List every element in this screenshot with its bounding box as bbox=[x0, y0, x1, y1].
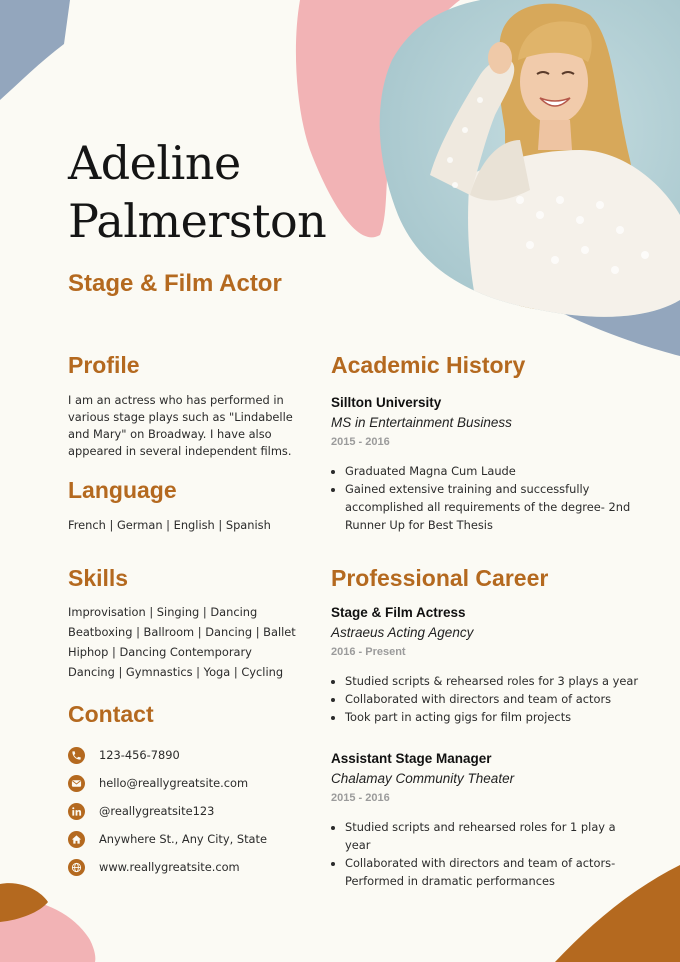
academic-institution: Sillton University bbox=[331, 395, 442, 410]
skills-text bbox=[68, 602, 296, 682]
list-item: • Studied scripts and rehearsed roles for 1 play a year bbox=[345, 818, 625, 854]
profile-line: various stage plays such as "Lindabelle bbox=[68, 410, 293, 424]
contact-text: hello@reallygreatsite.com bbox=[99, 776, 249, 790]
career-job-title: Stage & Film Actress bbox=[331, 605, 466, 620]
academic-degree: MS in Entertainment Business bbox=[331, 415, 512, 430]
list-item: • Collaborated with directors and team of actors- Performed in dramatic performances bbox=[345, 854, 625, 890]
contact-address bbox=[68, 829, 267, 849]
profile-line: appeared in several independent films. bbox=[68, 444, 292, 458]
academic-date: 2015 - 2016 bbox=[331, 436, 390, 448]
language-text: French | German | English | Spanish bbox=[68, 518, 271, 532]
skills-line: Beatboxing | Ballroom | Dancing | Ballet bbox=[68, 625, 296, 639]
skills-line: Improvisation | Singing | Dancing bbox=[68, 605, 258, 619]
list-item: • Took part in acting gigs for film projects bbox=[345, 708, 645, 726]
academic-bullets bbox=[331, 462, 635, 534]
skills-line: Dancing | Gymnastics | Yoga | Cycling bbox=[68, 665, 284, 679]
contact-text: www.reallygreatsite.com bbox=[99, 860, 240, 874]
profile-line: I am an actress who has performed in bbox=[68, 393, 284, 407]
last-name: Palmerston bbox=[68, 194, 327, 248]
list-item: • Gained extensive training and successfully accomplished all requirements of the degree- 2nd Runner Up for Best Thesis bbox=[345, 480, 635, 534]
skills-heading: Skills bbox=[68, 565, 129, 591]
career-heading: Professional Career bbox=[331, 565, 549, 591]
first-name: Adeline bbox=[68, 136, 241, 190]
full-name bbox=[68, 134, 326, 250]
linkedin-icon bbox=[68, 803, 85, 820]
skills-line: Hiphop | Dancing Contemporary bbox=[68, 645, 252, 659]
contact-website bbox=[68, 857, 240, 877]
career-company: Astraeus Acting Agency bbox=[331, 625, 474, 640]
profile-text bbox=[68, 392, 293, 460]
language-heading: Language bbox=[68, 477, 177, 503]
career-bullets bbox=[331, 672, 645, 726]
career-date: 2015 - 2016 bbox=[331, 792, 390, 804]
email-icon bbox=[68, 775, 85, 792]
academic-heading: Academic History bbox=[331, 352, 526, 378]
list-item: • Graduated Magna Cum Laude bbox=[345, 462, 635, 480]
profile-line: and Mary" on Broadway. I have also bbox=[68, 427, 272, 441]
portrait-photo bbox=[360, 0, 680, 335]
globe-icon bbox=[68, 859, 85, 876]
contact-linkedin bbox=[68, 801, 214, 821]
contact-text: 123-456-7890 bbox=[99, 748, 180, 762]
contact-text: @reallygreatsite123 bbox=[99, 804, 215, 818]
contact-email bbox=[68, 773, 248, 793]
profile-heading: Profile bbox=[68, 352, 140, 378]
list-item: • Studied scripts & rehearsed roles for 3 plays a year bbox=[345, 672, 645, 690]
list-item: • Collaborated with directors and team of actors bbox=[345, 690, 645, 708]
phone-icon bbox=[68, 747, 85, 764]
role-title: Stage & Film Actor bbox=[68, 270, 282, 297]
career-company: Chalamay Community Theater bbox=[331, 771, 515, 786]
career-job-title: Assistant Stage Manager bbox=[331, 751, 492, 766]
blob-top-left bbox=[0, 0, 70, 100]
career-date: 2016 - Present bbox=[331, 646, 406, 658]
contact-heading: Contact bbox=[68, 701, 154, 727]
career-bullets bbox=[331, 818, 625, 890]
contact-text: Anywhere St., Any City, State bbox=[99, 832, 268, 846]
contact-phone bbox=[68, 745, 180, 765]
home-icon bbox=[68, 831, 85, 848]
